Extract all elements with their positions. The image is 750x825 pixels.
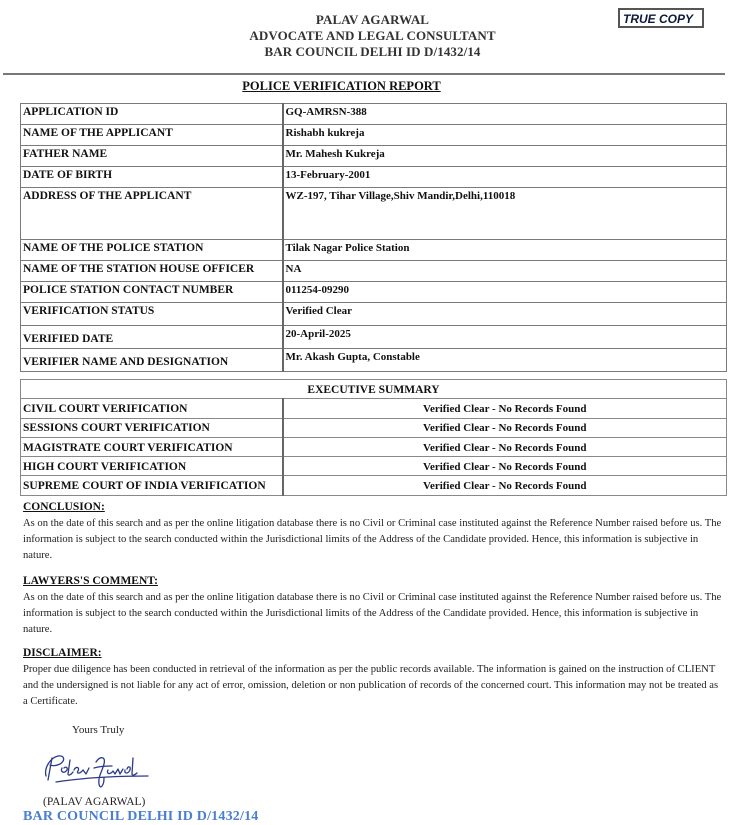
advocate-designation: ADVOCATE AND LEGAL CONSULTANT bbox=[249, 28, 496, 43]
court-status: Verified Clear - No Records Found bbox=[283, 418, 727, 437]
lawyers-comment-text: As on the date of this search and as per the online litigation database there is no Civil or Criminal case instituted against the Reference Number raised before us. The information is subject to the search conducted within the Jurisdictional limits of the Address of the Candidate provided. Hence, this information is subjective in nature. bbox=[23, 592, 722, 635]
disclaimer-heading: DISCLAIMER: bbox=[23, 647, 102, 659]
conclusion-text: As on the date of this search and as per the online litigation database there is no Civil or Criminal case instituted against the Reference Number raised before us. The information is subject to the search conducted within the Jurisdictional limits of the Address of the Candidate provided. Hence, this information is subjective in nature. bbox=[23, 518, 722, 561]
field-value: WZ-197, Tihar Village,Shiv Mandir,Delhi,110018 bbox=[283, 188, 727, 240]
field-value: Mr. Akash Gupta, Constable bbox=[283, 349, 727, 372]
table-row bbox=[21, 418, 727, 437]
executive-summary-title: EXECUTIVE SUMMARY bbox=[21, 380, 727, 399]
signer-name: (PALAV AGARWAL) bbox=[43, 796, 146, 808]
conclusion-section bbox=[23, 500, 723, 564]
field-value: 20-April-2025 bbox=[283, 326, 727, 349]
table-row bbox=[21, 167, 727, 188]
field-value: 011254-09290 bbox=[283, 282, 727, 303]
court-label: SUPREME COURT OF INDIA VERIFICATION bbox=[21, 476, 283, 495]
signature-icon bbox=[36, 746, 156, 794]
court-label: MAGISTRATE COURT VERIFICATION bbox=[21, 437, 283, 456]
footer-bar-council-id: BAR COUNCIL DELHI ID D/1432/14 bbox=[23, 809, 259, 824]
advocate-name: PALAV AGARWAL bbox=[315, 12, 430, 27]
field-value: Mr. Mahesh Kukreja bbox=[283, 146, 727, 167]
table-row bbox=[21, 188, 727, 240]
executive-summary-table bbox=[20, 379, 727, 496]
table-row bbox=[21, 146, 727, 167]
court-label: SESSIONS COURT VERIFICATION bbox=[21, 418, 283, 437]
field-value: Verified Clear bbox=[283, 303, 727, 326]
field-label: NAME OF THE POLICE STATION bbox=[21, 240, 283, 261]
field-value: 13-February-2001 bbox=[283, 167, 727, 188]
field-label: NAME OF THE APPLICANT bbox=[21, 125, 283, 146]
court-status: Verified Clear - No Records Found bbox=[283, 476, 727, 495]
lawyers-comment-heading: LAWYERS'S COMMENT: bbox=[23, 575, 158, 587]
field-label: VERIFICATION STATUS bbox=[21, 303, 283, 326]
field-label: VERIFIED DATE bbox=[21, 326, 283, 349]
table-row bbox=[21, 349, 727, 372]
conclusion-heading: CONCLUSION: bbox=[23, 501, 105, 513]
court-label: CIVIL COURT VERIFICATION bbox=[21, 399, 283, 418]
field-value: GQ-AMRSN-388 bbox=[283, 104, 727, 125]
field-label: ADDRESS OF THE APPLICANT bbox=[21, 188, 283, 240]
table-row bbox=[21, 399, 727, 418]
report-title: POLICE VERIFICATION REPORT bbox=[242, 79, 441, 93]
table-row bbox=[21, 457, 727, 476]
court-status: Verified Clear - No Records Found bbox=[283, 437, 727, 456]
closing-salutation: Yours Truly bbox=[72, 724, 125, 736]
header-divider bbox=[3, 73, 725, 75]
court-status: Verified Clear - No Records Found bbox=[283, 457, 727, 476]
field-label: VERIFIER NAME AND DESIGNATION bbox=[21, 349, 283, 372]
table-row bbox=[21, 437, 727, 456]
field-label: DATE OF BIRTH bbox=[21, 167, 283, 188]
field-label: POLICE STATION CONTACT NUMBER bbox=[21, 282, 283, 303]
table-row bbox=[21, 125, 727, 146]
field-value: Rishabh kukreja bbox=[283, 125, 727, 146]
field-value: NA bbox=[283, 261, 727, 282]
court-label: HIGH COURT VERIFICATION bbox=[21, 457, 283, 476]
table-row bbox=[21, 476, 727, 495]
true-copy-stamp: TRUE COPY bbox=[618, 8, 704, 28]
disclaimer-section bbox=[23, 646, 723, 710]
field-value: Tilak Nagar Police Station bbox=[283, 240, 727, 261]
table-row bbox=[21, 303, 727, 326]
applicant-details-table bbox=[20, 103, 727, 372]
disclaimer-text: Proper due diligence has been conducted in retrieval of the information as per the public records available. The information is gained on the instruction of CLIENT and the undersigned is not liable for any act of error, omission, deletion or non publication of records of the concerned court. This information may not be treated as a Certificate. bbox=[23, 664, 719, 707]
table-row bbox=[21, 240, 727, 261]
field-label: APPLICATION ID bbox=[21, 104, 283, 125]
lawyers-comment-section bbox=[23, 574, 723, 638]
table-row bbox=[21, 104, 727, 125]
bar-council-id: BAR COUNCIL DELHI ID D/1432/14 bbox=[264, 44, 481, 59]
table-row bbox=[21, 261, 727, 282]
field-label: NAME OF THE STATION HOUSE OFFICER bbox=[21, 261, 283, 282]
court-status: Verified Clear - No Records Found bbox=[283, 399, 727, 418]
table-row bbox=[21, 326, 727, 349]
field-label: FATHER NAME bbox=[21, 146, 283, 167]
table-row bbox=[21, 282, 727, 303]
